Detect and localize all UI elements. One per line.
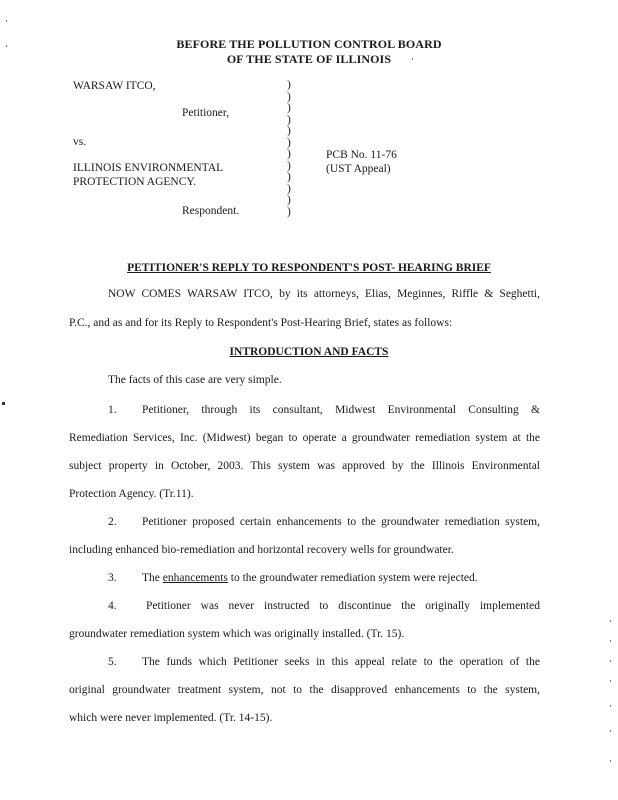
section-heading: INTRODUCTION AND FACTS — [229, 346, 389, 358]
scan-artifact — [6, 45, 7, 47]
paragraph-3-text — [142, 572, 478, 584]
paragraph-1-line1: Petitioner, through its consultant, Midwest Environmental Consulting & — [142, 404, 540, 416]
respondent-name-line2: PROTECTION AGENCY. — [73, 176, 197, 188]
intro-line2: P.C., and as and for its Reply to Respondent's Post-Hearing Brief, states as follows: — [69, 317, 453, 329]
paragraph-1-line2: Remediation Services, Inc. (Midwest) began to operate a groundwater remediation system at the — [69, 432, 540, 444]
scan-artifact — [412, 58, 413, 60]
paragraph-4-line2: groundwater remediation system which was originally installed. (Tr. 15). — [69, 628, 405, 640]
respondent-name-line1: ILLINOIS ENVIRONMENTAL — [73, 162, 224, 174]
facts-intro: The facts of this case are very simple. — [108, 374, 282, 386]
paragraph-1-line4: Protection Agency. (Tr.11). — [69, 488, 194, 500]
paragraph-number: 4. — [108, 600, 117, 612]
brief-title: PETITIONER'S REPLY TO RESPONDENT'S POST- HEARING BRIEF — [127, 262, 491, 274]
scan-artifact — [610, 620, 611, 622]
paragraph-number: 2. — [108, 516, 117, 528]
paragraph-5-line1: The funds which Petitioner seeks in this appeal relate to the operation of the — [142, 656, 540, 668]
paragraph-3-post: to the groundwater remediation system were rejected. — [227, 572, 478, 584]
paragraph-4-line1: Petitioner was never instructed to discontinue the originally implemented — [146, 600, 540, 612]
scan-artifact — [610, 705, 611, 707]
paragraph-5-line2: original groundwater treatment system, not to the disapproved enhancements to the system, — [69, 684, 540, 696]
paragraph-number: 3. — [108, 572, 117, 584]
scan-artifact — [610, 760, 611, 762]
intro-line1: NOW COMES WARSAW ITCO, by its attorneys, Elias, Meginnes, Riffle & Seghetti, — [108, 288, 540, 300]
pcb-number: PCB No. 11-76 — [326, 149, 397, 161]
paragraph-3-pre: The — [142, 572, 163, 584]
court-title-line1: BEFORE THE POLLUTION CONTROL BOARD — [176, 37, 442, 51]
paragraph-2-line1: Petitioner proposed certain enhancements to the groundwater remediation system, — [142, 516, 540, 528]
paragraph-1-line3: subject property in October, 2003. This system was approved by the Illinois Environmental — [69, 460, 540, 472]
scan-artifact — [6, 20, 7, 22]
respondent-role: Respondent. — [182, 205, 240, 217]
scan-artifact — [610, 640, 611, 642]
paragraph-3-underlined: enhancements — [162, 572, 228, 584]
scan-artifact — [610, 680, 611, 682]
appeal-type: (UST Appeal) — [326, 163, 391, 175]
petitioner-role: Petitioner, — [182, 107, 230, 119]
scan-artifact — [2, 402, 5, 405]
caption-parentheses: ) ) ) ) ) ) ) ) ) ) ) ) — [287, 79, 291, 218]
scan-artifact — [610, 660, 611, 662]
versus-label: vs. — [73, 136, 87, 148]
scan-artifact — [610, 730, 611, 732]
paragraph-number: 5. — [108, 656, 117, 668]
court-title-line2: OF THE STATE OF ILLINOIS — [226, 52, 392, 66]
paragraph-5-line3: which were never implemented. (Tr. 14-15). — [69, 712, 273, 724]
paragraph-number: 1. — [108, 404, 117, 416]
petitioner-name: WARSAW ITCO, — [73, 80, 156, 92]
paragraph-2-line2: including enhanced bio-remediation and horizontal recovery wells for groundwater. — [69, 544, 454, 556]
